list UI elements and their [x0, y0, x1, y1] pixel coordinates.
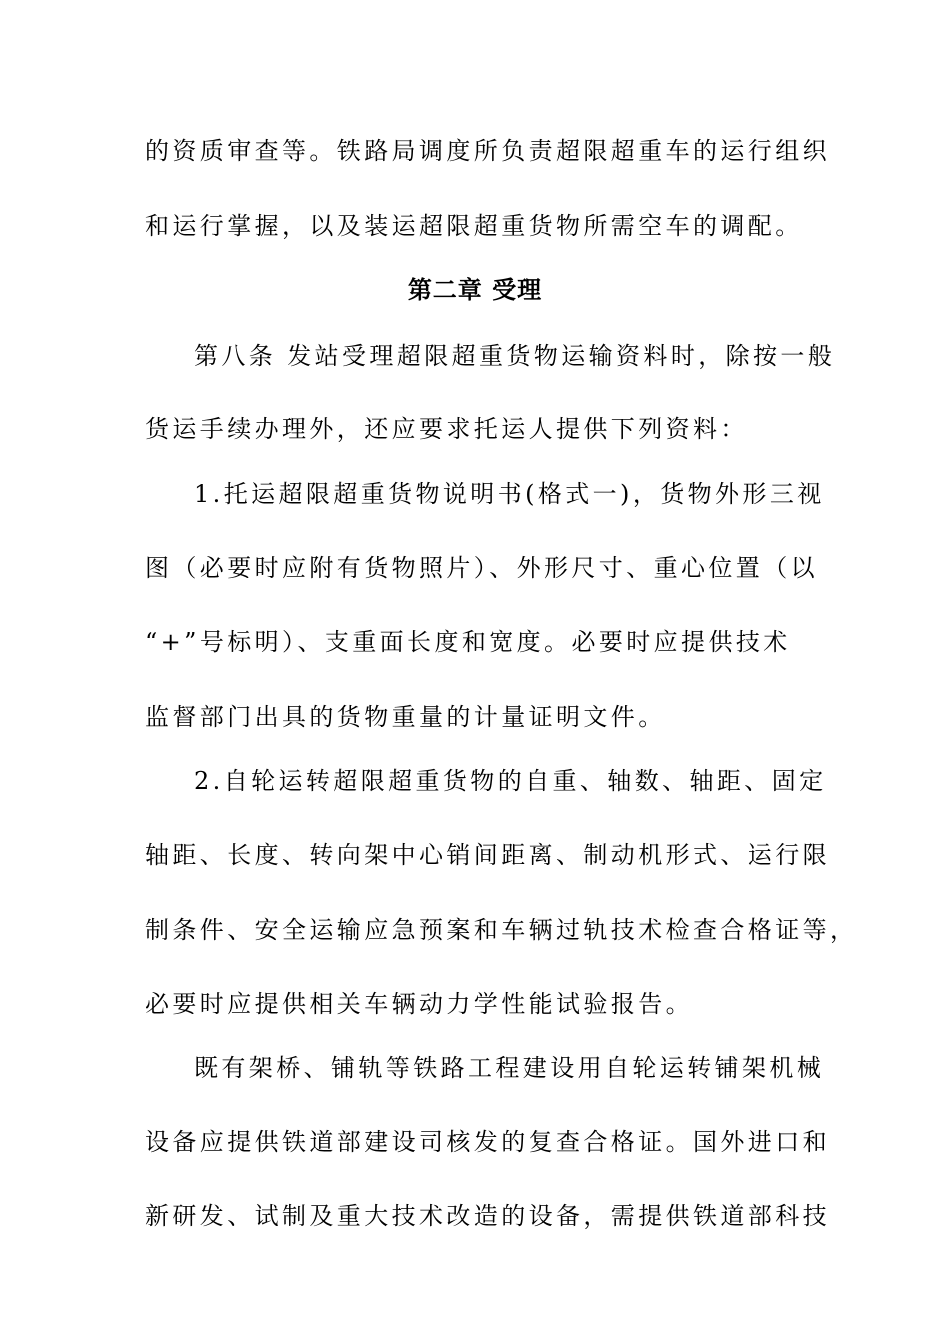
list-item-line: 1.托运超限超重货物说明书(格式一)，货物外形三视 [194, 480, 825, 508]
body-text-line: 货运手续办理外，还应要求托运人提供下列资料： [145, 415, 748, 443]
body-text-line: 的资质审查等。铁路局调度所负责超限超重车的运行组织 [145, 137, 830, 165]
body-text-line: 制条件、安全运输应急预案和车辆过轨技术检查合格证等， [145, 916, 858, 944]
body-text-line: 监督部门出具的货物重量的计量证明文件。 [145, 703, 666, 731]
body-text-line: 图（必要时应附有货物照片）、外形尺寸、重心位置（以 [145, 554, 818, 582]
body-text-line: 新研发、试制及重大技术改造的设备，需提供铁道部科技 [145, 1202, 830, 1230]
body-text-line: 设备应提供铁道部建设司核发的复查合格证。国外进口和 [145, 1128, 830, 1156]
list-item-line: 2.自轮运转超限超重货物的自重、轴数、轴距、固定 [194, 767, 827, 795]
body-text-line: 轴距、长度、转向架中心销间距离、制动机形式、运行限 [145, 841, 830, 869]
body-text-line: 和运行掌握，以及装运超限超重货物所需空车的调配。 [145, 212, 803, 240]
body-text-line: “+”号标明）、支重面长度和宽度。必要时应提供技术 [145, 628, 791, 656]
chapter-heading: 第二章 受理 [407, 276, 543, 304]
article-text-line: 第八条 发站受理超限超重货物运输资料时，除按一般 [194, 342, 836, 370]
paragraph-line: 既有架桥、铺轨等铁路工程建设用自轮运转铺架机械 [194, 1054, 825, 1082]
body-text-line: 必要时应提供相关车辆动力学性能试验报告。 [145, 990, 693, 1018]
